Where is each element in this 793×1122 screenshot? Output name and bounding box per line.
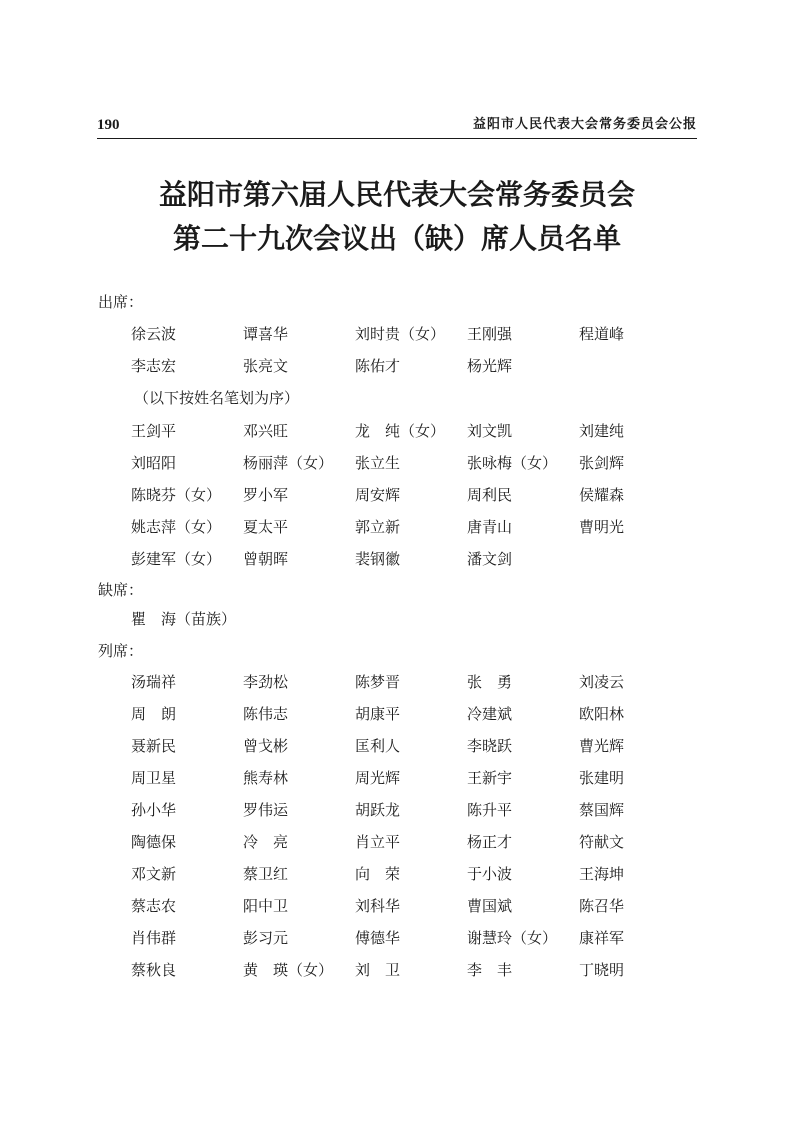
- name-entry: 丁晓明: [579, 961, 625, 979]
- name-entry: 王刚强: [467, 325, 513, 343]
- name-entry: 刘文凯: [467, 422, 513, 440]
- name-entry: 阳中卫: [243, 897, 289, 915]
- name-entry: 符献文: [579, 833, 625, 851]
- name-entry: 刘凌云: [579, 673, 625, 691]
- document-title-line-2: 第二十九次会议出（缺）席人员名单: [172, 222, 621, 255]
- name-entry: 蔡秋良: [131, 961, 177, 979]
- attendance-members-row: [131, 484, 691, 506]
- name-entry: 程道峰: [579, 325, 625, 343]
- attendance-leaders-row: [131, 323, 691, 345]
- name-entry: 李 丰: [467, 961, 513, 979]
- name-entry: 刘时贵（女）: [355, 325, 446, 343]
- name-entry: 姚志萍（女）: [131, 518, 222, 536]
- name-entry: 张 勇: [467, 673, 513, 691]
- order-note: （以下按姓名笔划为序）: [134, 389, 300, 407]
- name-entry: 冷建斌: [467, 705, 513, 723]
- name-entry: 欧阳林: [579, 705, 625, 723]
- name-entry: 于小波: [467, 865, 513, 883]
- attendance-label: 出席：: [98, 293, 144, 311]
- name-entry: 陈召华: [579, 897, 625, 915]
- name-entry: 彭建军（女）: [131, 550, 222, 568]
- nonvoting-members-row: [131, 895, 691, 917]
- nonvoting-members-row: [131, 831, 691, 853]
- page-number: 190: [97, 117, 120, 133]
- name-entry: 陈佑才: [355, 357, 401, 375]
- name-entry: 杨光辉: [467, 357, 513, 375]
- nonvoting-members-row: [131, 799, 691, 821]
- name-entry: 陈晓芬（女）: [131, 486, 222, 504]
- name-entry: 刘昭阳: [131, 454, 177, 472]
- name-entry: 杨正才: [467, 833, 513, 851]
- page-header: [97, 116, 697, 138]
- name-entry: 罗伟运: [243, 801, 289, 819]
- journal-name: 益阳市人民代表大会常务委员会公报: [472, 117, 697, 132]
- name-entry: 胡跃龙: [355, 801, 401, 819]
- name-entry: 张立生: [355, 454, 401, 472]
- name-entry: 夏太平: [243, 518, 289, 536]
- name-entry: 陈伟志: [243, 705, 289, 723]
- attendance-members-row: [131, 420, 691, 442]
- name-entry: 汤瑞祥: [131, 673, 177, 691]
- name-entry: 胡康平: [355, 705, 401, 723]
- name-entry: 彭习元: [243, 929, 289, 947]
- nonvoting-members-row: [131, 767, 691, 789]
- name-entry: 刘建纯: [579, 422, 625, 440]
- name-entry: 傅德华: [355, 929, 401, 947]
- name-entry: 肖立平: [355, 833, 401, 851]
- name-entry: 徐云波: [131, 325, 177, 343]
- name-entry: 郭立新: [355, 518, 401, 536]
- name-entry: 邓文新: [131, 865, 177, 883]
- name-entry: 曹光辉: [579, 737, 625, 755]
- name-entry: 康祥军: [579, 929, 625, 947]
- nonvoting-members-row: [131, 927, 691, 949]
- name-entry: 邓兴旺: [243, 422, 289, 440]
- name-entry: 肖伟群: [131, 929, 177, 947]
- name-entry: 王新宇: [467, 769, 513, 787]
- attendance-members-row: [131, 452, 691, 474]
- name-entry: 曾戈彬: [243, 737, 289, 755]
- name-entry: 冷 亮: [243, 833, 289, 851]
- name-entry: 张咏梅（女）: [467, 454, 558, 472]
- nonvoting-members-row: [131, 703, 691, 725]
- name-entry: 张建明: [579, 769, 625, 787]
- name-entry: 龙 纯（女）: [355, 422, 446, 440]
- name-entry: 蔡志农: [131, 897, 177, 915]
- name-entry: 罗小军: [243, 486, 289, 504]
- nonvoting-members-row: [131, 671, 691, 693]
- name-entry: 周安辉: [355, 486, 401, 504]
- name-entry: 王海坤: [579, 865, 625, 883]
- name-entry: 潘文剑: [467, 550, 513, 568]
- name-entry: 蔡卫红: [243, 865, 289, 883]
- header-divider: [97, 138, 697, 139]
- name-entry: 杨丽萍（女）: [243, 454, 334, 472]
- name-entry: 侯耀森: [579, 486, 625, 504]
- name-entry: 向 荣: [355, 865, 401, 883]
- absence-members-row: [131, 608, 691, 630]
- nonvoting-members-row: [131, 735, 691, 757]
- name-entry: 匡利人: [355, 737, 401, 755]
- attendance-members-row: [131, 516, 691, 538]
- document-title-line-1: 益阳市第六届人民代表大会常务委员会: [158, 178, 635, 211]
- name-entry: 陶德保: [131, 833, 177, 851]
- name-entry: 谭喜华: [243, 325, 289, 343]
- name-entry: 孙小华: [131, 801, 177, 819]
- name-entry: 王剑平: [131, 422, 177, 440]
- nonvoting-members-row: [131, 959, 691, 981]
- name-entry: 李志宏: [131, 357, 177, 375]
- name-entry: 李劲松: [243, 673, 289, 691]
- name-entry: 周光辉: [355, 769, 401, 787]
- name-entry: 周卫星: [131, 769, 177, 787]
- nonvoting-label: 列席：: [98, 642, 144, 660]
- attendance-members-row: [131, 548, 691, 570]
- name-entry: 唐青山: [467, 518, 513, 536]
- absence-label: 缺席：: [98, 581, 144, 599]
- name-entry: 裴钢徽: [355, 550, 401, 568]
- name-entry: 周 朗: [131, 705, 177, 723]
- nonvoting-members-row: [131, 863, 691, 885]
- name-entry: 蔡国辉: [579, 801, 625, 819]
- name-entry: 曹国斌: [467, 897, 513, 915]
- name-entry: 张亮文: [243, 357, 289, 375]
- name-entry: 李晓跃: [467, 737, 513, 755]
- name-entry: 熊寿林: [243, 769, 289, 787]
- name-entry: 曹明光: [579, 518, 625, 536]
- name-entry: 黄 瑛（女）: [243, 961, 334, 979]
- name-entry: 刘 卫: [355, 961, 401, 979]
- name-entry: 周利民: [467, 486, 513, 504]
- name-entry: 张剑辉: [579, 454, 625, 472]
- name-entry: 陈升平: [467, 801, 513, 819]
- name-entry: 谢慧玲（女）: [467, 929, 558, 947]
- name-entry: 聂新民: [131, 737, 177, 755]
- attendance-leaders-row: [131, 355, 691, 377]
- name-entry: 陈梦晋: [355, 673, 401, 691]
- name-entry: 刘科华: [355, 897, 401, 915]
- name-entry: 曾朝晖: [243, 550, 289, 568]
- name-entry: 瞿 海（苗族）: [131, 610, 237, 628]
